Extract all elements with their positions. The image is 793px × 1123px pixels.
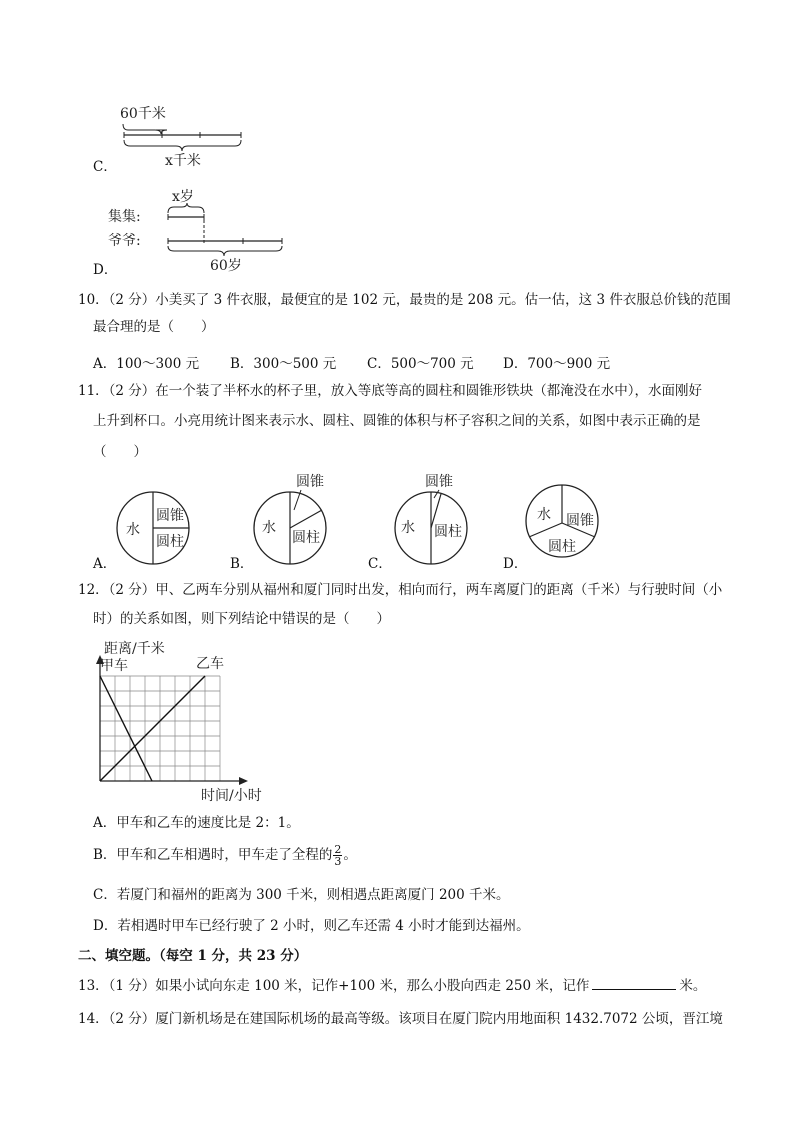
q11-pie-c xyxy=(387,470,477,570)
q9-option-c-diagram xyxy=(110,100,250,170)
q12-option-b xyxy=(93,843,357,867)
q9d-row1: 集集: xyxy=(108,209,141,225)
q12-option-a: A．甲车和乙车的速度比是 2：1。 xyxy=(93,815,300,831)
q12-line-car-b xyxy=(100,676,205,781)
q9-option-c-letter: C． xyxy=(93,159,117,175)
q11-stem-line1: 11．（2 分）在一个装了半杯水的杯子里，放入等底等高的圆柱和圆锥形铁块（都淹没在水中），水面刚好 xyxy=(78,383,703,399)
q13-suffix: 米。 xyxy=(679,978,707,994)
q11-option-c-letter: C． xyxy=(368,556,392,572)
pie-b-cylinder: 圆柱 xyxy=(292,530,320,546)
q13-answer-blank[interactable] xyxy=(592,975,676,990)
q13-stem xyxy=(78,974,706,994)
q9c-top-label: 60千米 xyxy=(120,106,166,122)
q11-pie-a xyxy=(115,490,195,570)
q11-pie-b xyxy=(248,470,338,570)
q9c-bottom-label: x千米 xyxy=(165,153,201,169)
pie-c-cylinder: 圆柱 xyxy=(434,524,462,540)
section2-title: 二、填空题。（每空 1 分，共 23 分） xyxy=(78,948,308,964)
q12-graph xyxy=(80,636,280,806)
pie-a-cone: 圆锥 xyxy=(156,508,184,524)
q12-option-d: D．若相遇时甲车已经行驶了 2 小时，则乙车还需 4 小时才能到达福州。 xyxy=(93,918,530,934)
q13-prefix: 13．（1 分）如果小试向东走 100 米，记作+100 米，那么小股向西走 250 米，记作 xyxy=(78,978,590,994)
q10-option-d: D．700～900 元 xyxy=(503,356,611,372)
pie-d-cylinder: 圆柱 xyxy=(548,539,576,555)
pie-c-water: 水 xyxy=(401,520,415,536)
q10-option-a: A．100～300 元 xyxy=(93,356,200,372)
fraction-numerator: 2 xyxy=(334,843,342,856)
pie-a-cylinder: 圆柱 xyxy=(156,534,184,550)
q9-option-d-letter: D． xyxy=(93,262,118,278)
q12-option-b-fraction xyxy=(333,844,342,867)
q9d-bottom-label: 60岁 xyxy=(210,258,242,274)
pie-d-water: 水 xyxy=(537,507,551,523)
q12-stem-line2: 时）的关系如图，则下列结论中错误的是（ ） xyxy=(93,611,390,627)
q10-option-b: B．300～500 元 xyxy=(230,356,337,372)
q10-option-c: C．500～700 元 xyxy=(367,356,474,372)
q9d-top-label: x岁 xyxy=(172,189,194,205)
q12-x-label: 时间/小时 xyxy=(201,788,262,804)
pie-b-cone: 圆锥 xyxy=(296,474,324,490)
q11-option-b-letter: B． xyxy=(230,556,254,572)
q12-line-car-a xyxy=(100,676,152,781)
q12-car-b-label: 乙车 xyxy=(196,656,224,672)
pie-a-water: 水 xyxy=(126,522,140,538)
q12-grid xyxy=(100,676,220,781)
q9d-row2: 爷爷: xyxy=(108,233,141,249)
q11-option-a-letter: A． xyxy=(93,556,117,572)
q11-stem-line3: （ ） xyxy=(93,444,147,460)
q14-stem-line1: 14．（2 分）厦门新机场是在建国际机场的最高等级。该项目在厦门院内用地面积 1432.7072 公顷，晋江境 xyxy=(78,1011,723,1027)
q12-stem-line1: 12．（2 分）甲、乙两车分别从福州和厦门同时出发，相向而行，两车离厦门的距离（千米）与行驶时间（小 xyxy=(78,582,723,598)
pie-c-cone: 圆锥 xyxy=(425,474,453,490)
pie-b-water: 水 xyxy=(262,520,276,536)
q9-option-d-diagram xyxy=(106,185,291,275)
pie-d-cone: 圆锥 xyxy=(566,513,594,529)
q12-option-b-prefix: B．甲车和乙车相遇时，甲车走了全程的 xyxy=(93,847,333,863)
q12-option-c: C．若厦门和福州的距离为 300 千米，则相遇点距离厦门 200 千米。 xyxy=(93,887,510,903)
q10-stem-line2: 最合理的是（ ） xyxy=(93,319,215,335)
q10-stem-line1: 10．（2 分）小美买了 3 件衣服，最便宜的是 102 元，最贵的是 208 元。估一估，这 3 件衣服总价钱的范围 xyxy=(78,292,731,308)
fraction-denominator: 3 xyxy=(334,855,342,868)
q11-stem-line2: 上升到杯口。小亮用统计图来表示水、圆柱、圆锥的体积与杯子容积之间的关系，如图中表示正确的是 xyxy=(93,413,701,429)
q11-option-d-letter: D． xyxy=(503,556,528,572)
q11-pie-d xyxy=(524,483,604,563)
q12-y-label: 距离/千米 xyxy=(104,641,165,657)
q12-car-a-label: 甲车 xyxy=(100,658,128,674)
q12-option-b-suffix: 。 xyxy=(343,847,357,863)
